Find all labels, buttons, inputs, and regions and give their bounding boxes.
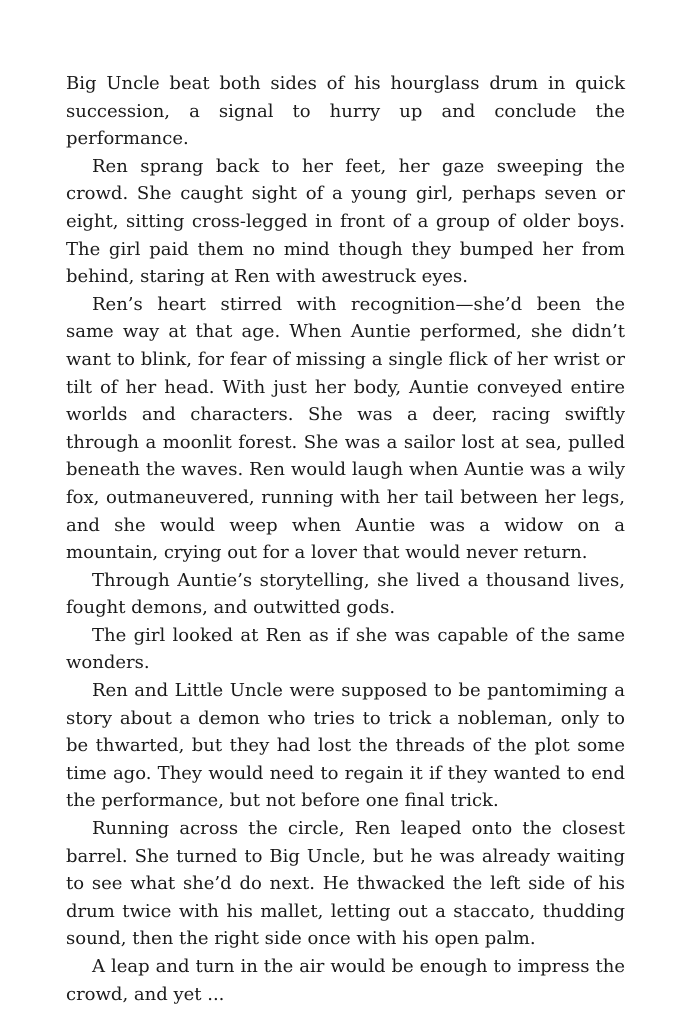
paragraph-2: Ren sprang back to her feet, her gaze sweeping the crowd. She caught sight of a young girl, perhaps seven or eight, sitting cross-legged in front of a group of older boys. The girl paid them no mind though they bumped her from behind, staring at Ren with awestruck eyes. xyxy=(66,155,625,288)
paragraph-3: Ren’s heart stirred with recognition—she’d been the same way at that age. When Auntie performed, she didn’t want to blink, for fear of missing a single flick of her wrist or tilt of her head. With just her body, Auntie conveyed entire worlds and characters. She was a deer, racing swiftly through a moonlit forest. She was a sailor lost at sea, pulled beneath the waves. Ren would laugh when Auntie was a wily fox, outmaneuvered, running with her tail between her legs, and she would weep when Auntie was a widow on a mountain, crying out for a lover that would never return. xyxy=(66,293,625,564)
paragraph-8: A leap and turn in the air would be enough to impress the crowd, and yet ... xyxy=(66,956,625,1005)
book-page xyxy=(66,70,625,1008)
paragraph-1: Big Uncle beat both sides of his hourglass drum in quick succession, a signal to hurry up and conclude the performance. xyxy=(66,73,625,150)
paragraph-7: Running across the circle, Ren leaped onto the closest barrel. She turned to Big Uncle, but he was already waiting to see what she’d do next. He thwacked the left side of his drum twice with his mallet, letting out a staccato, thudding sound, then the right side once with his open palm. xyxy=(66,818,625,950)
paragraph-4: Through Auntie’s storytelling, she lived a thousand lives, fought demons, and outwitted gods. xyxy=(66,569,625,619)
paragraph-6: Ren and Little Uncle were supposed to be pantomiming a story about a demon who tries to trick a nobleman, only to be thwarted, but they had lost the threads of the plot some time ago. They would need to regain it if they wanted to end the performance, but not before one final trick. xyxy=(66,680,625,812)
paragraph-5: The girl looked at Ren as if she was capable of the same wonders. xyxy=(66,624,625,674)
